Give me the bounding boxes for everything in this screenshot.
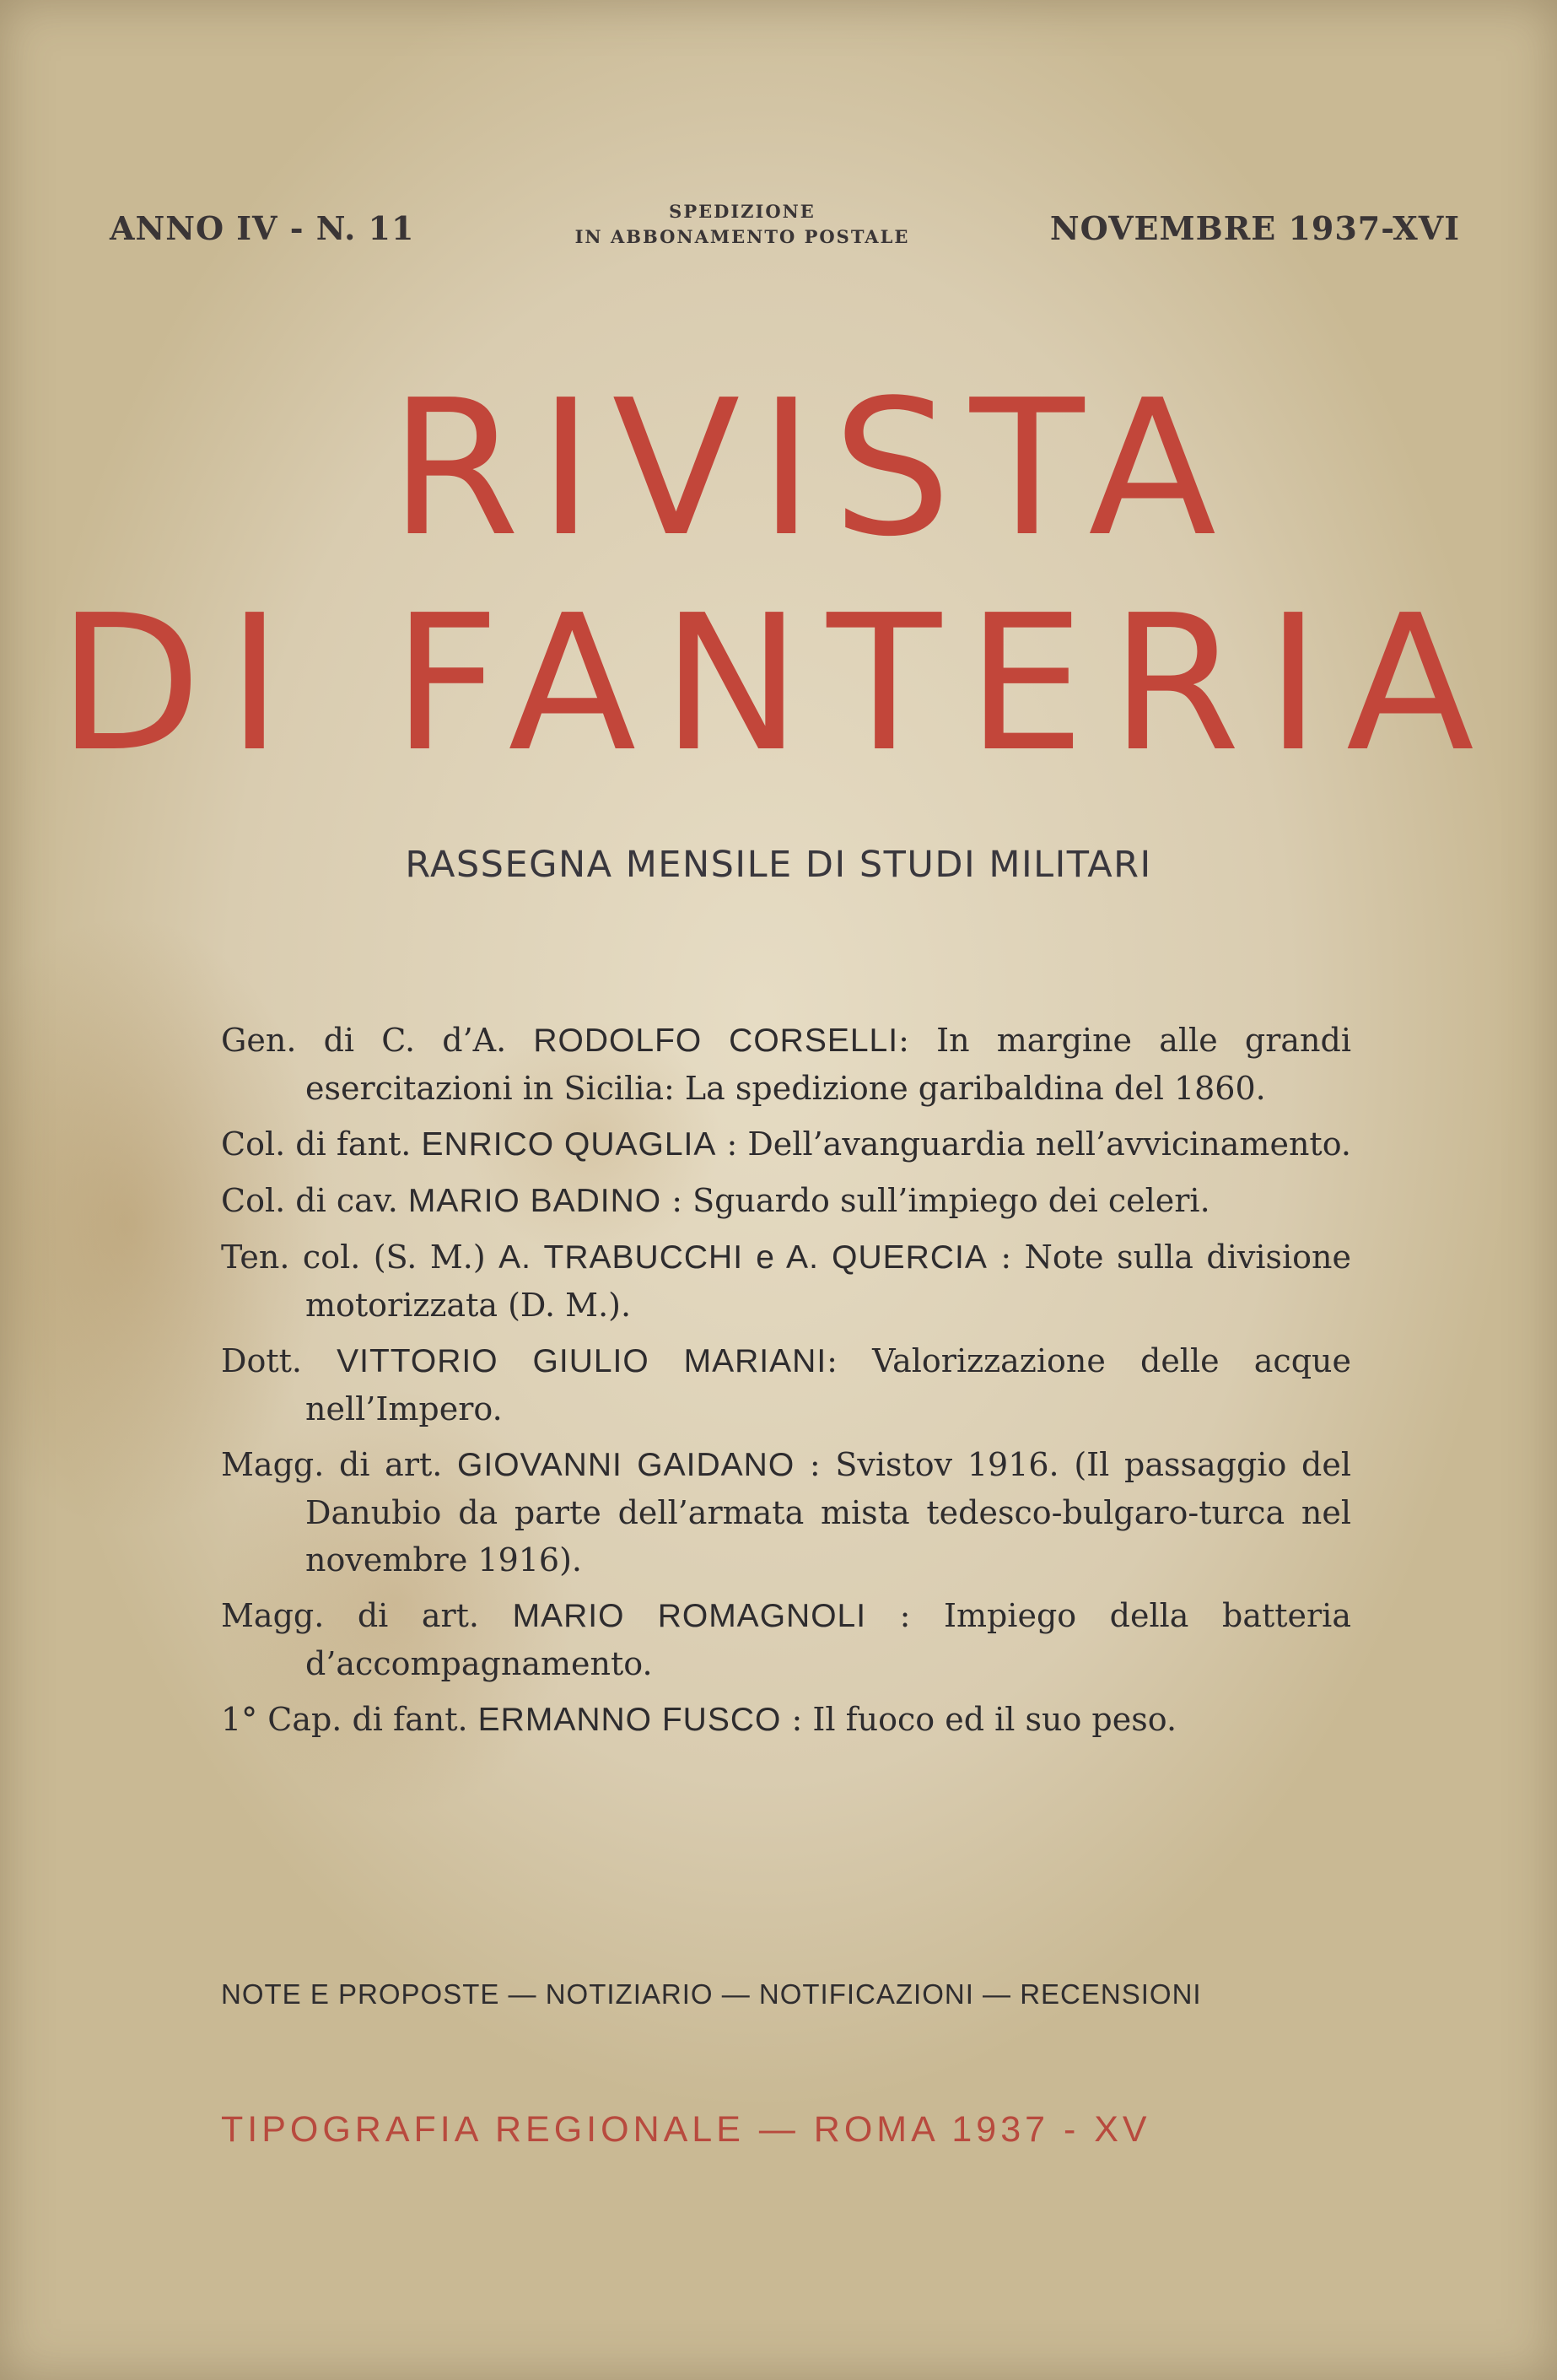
author-name: MARIO BADINO: [407, 1183, 662, 1219]
author-rank: Dott.: [221, 1342, 302, 1379]
sections-line: NOTE E PROPOSTE — NOTIZIARIO — NOTIFICAZIONI — RECENSIONI: [221, 1978, 1202, 2010]
article-title: Il fuoco ed il suo peso.: [812, 1701, 1177, 1738]
author-rank: 1° Cap. di fant.: [221, 1701, 468, 1738]
author-rank: Ten. col. (S. M.): [221, 1239, 486, 1276]
postal-notice-line1: SPEDIZIONE: [669, 201, 816, 222]
toc-entry: Dott. VITTORIO GIULIO MARIANI: Valorizzazione delle acque nell’Impero.: [221, 1342, 1351, 1427]
author-name: GIOVANNI GAIDANO: [457, 1447, 795, 1483]
article-title: Valorizzazione delle acque nell’Impero.: [305, 1342, 1351, 1427]
toc-entry: Gen. di C. d’A. RODOLFO CORSELLI: In margine alle grandi esercitazioni in Sicilia: La spedizione garibaldina del 1860.: [221, 1022, 1351, 1107]
author-rank: Col. di fant.: [221, 1125, 412, 1163]
toc-entry: Col. di cav. MARIO BADINO : Sguardo sull’impiego dei celeri.: [221, 1182, 1210, 1219]
article-title: Note sulla divisione motorizzata (D. M.).: [305, 1239, 1351, 1324]
issue-date: NOVEMBRE 1937-XVI: [1049, 209, 1460, 247]
issue-number: ANNO IV - N. 11: [110, 209, 415, 247]
article-title: In margine alle grandi esercitazioni in Sicilia: La spedizione garibaldina del 1860.: [305, 1022, 1351, 1107]
article-title: Dell’avanguardia nell’avvicinamento.: [747, 1125, 1351, 1163]
postal-notice-line2: IN ABBONAMENTO POSTALE: [574, 226, 910, 247]
toc-entry: 1° Cap. di fant. ERMANNO FUSCO : Il fuoco ed il suo peso.: [221, 1701, 1177, 1738]
article-title: Impiego della batteria d’accompagnamento.: [305, 1597, 1351, 1682]
postal-notice: [540, 199, 945, 250]
author-rank: Magg. di art.: [221, 1597, 480, 1634]
author-name: A. TRABUCCHI e A. QUERCIA: [498, 1239, 988, 1276]
author-name: ERMANNO FUSCO: [477, 1702, 782, 1738]
subtitle: RASSEGNA MENSILE DI STUDI MILITARI: [405, 844, 1152, 886]
author-name: RODOLFO CORSELLI: [533, 1023, 899, 1059]
masthead-line2: DI FANTERIA: [57, 575, 1500, 793]
author-name: ENRICO QUAGLIA: [421, 1126, 717, 1163]
masthead-line1: RIVISTA: [389, 360, 1236, 578]
toc-entry: Magg. di art. GIOVANNI GAIDANO : Svistov 1916. (Il passaggio del Danubio da parte dell’armata mista tedesco-bulgaro-turca nel novembre 1916).: [221, 1446, 1351, 1579]
article-title: Svistov 1916. (Il passaggio del Danubio da parte dell’armata mista tedesco-bulgaro-turca nel novembre 1916).: [305, 1446, 1351, 1579]
author-rank: Magg. di art.: [221, 1446, 443, 1483]
toc-entry: Ten. col. (S. M.) A. TRABUCCHI e A. QUERCIA : Note sulla divisione motorizzata (D. M.).: [221, 1239, 1351, 1324]
author-rank: Col. di cav.: [221, 1182, 398, 1219]
toc-entry: Col. di fant. ENRICO QUAGLIA : Dell’avanguardia nell’avvicinamento.: [221, 1125, 1351, 1163]
toc-entry: Magg. di art. MARIO ROMAGNOLI : Impiego della batteria d’accompagnamento.: [221, 1597, 1351, 1682]
printer-imprint: TIPOGRAFIA REGIONALE — ROMA 1937 - XV: [221, 2109, 1151, 2150]
article-title: Sguardo sull’impiego dei celeri.: [692, 1182, 1210, 1219]
table-of-contents: [221, 1017, 1351, 1752]
author-rank: Gen. di C. d’A.: [221, 1022, 507, 1059]
author-name: VITTORIO GIULIO MARIANI: [337, 1343, 827, 1379]
author-name: MARIO ROMAGNOLI: [512, 1598, 867, 1634]
